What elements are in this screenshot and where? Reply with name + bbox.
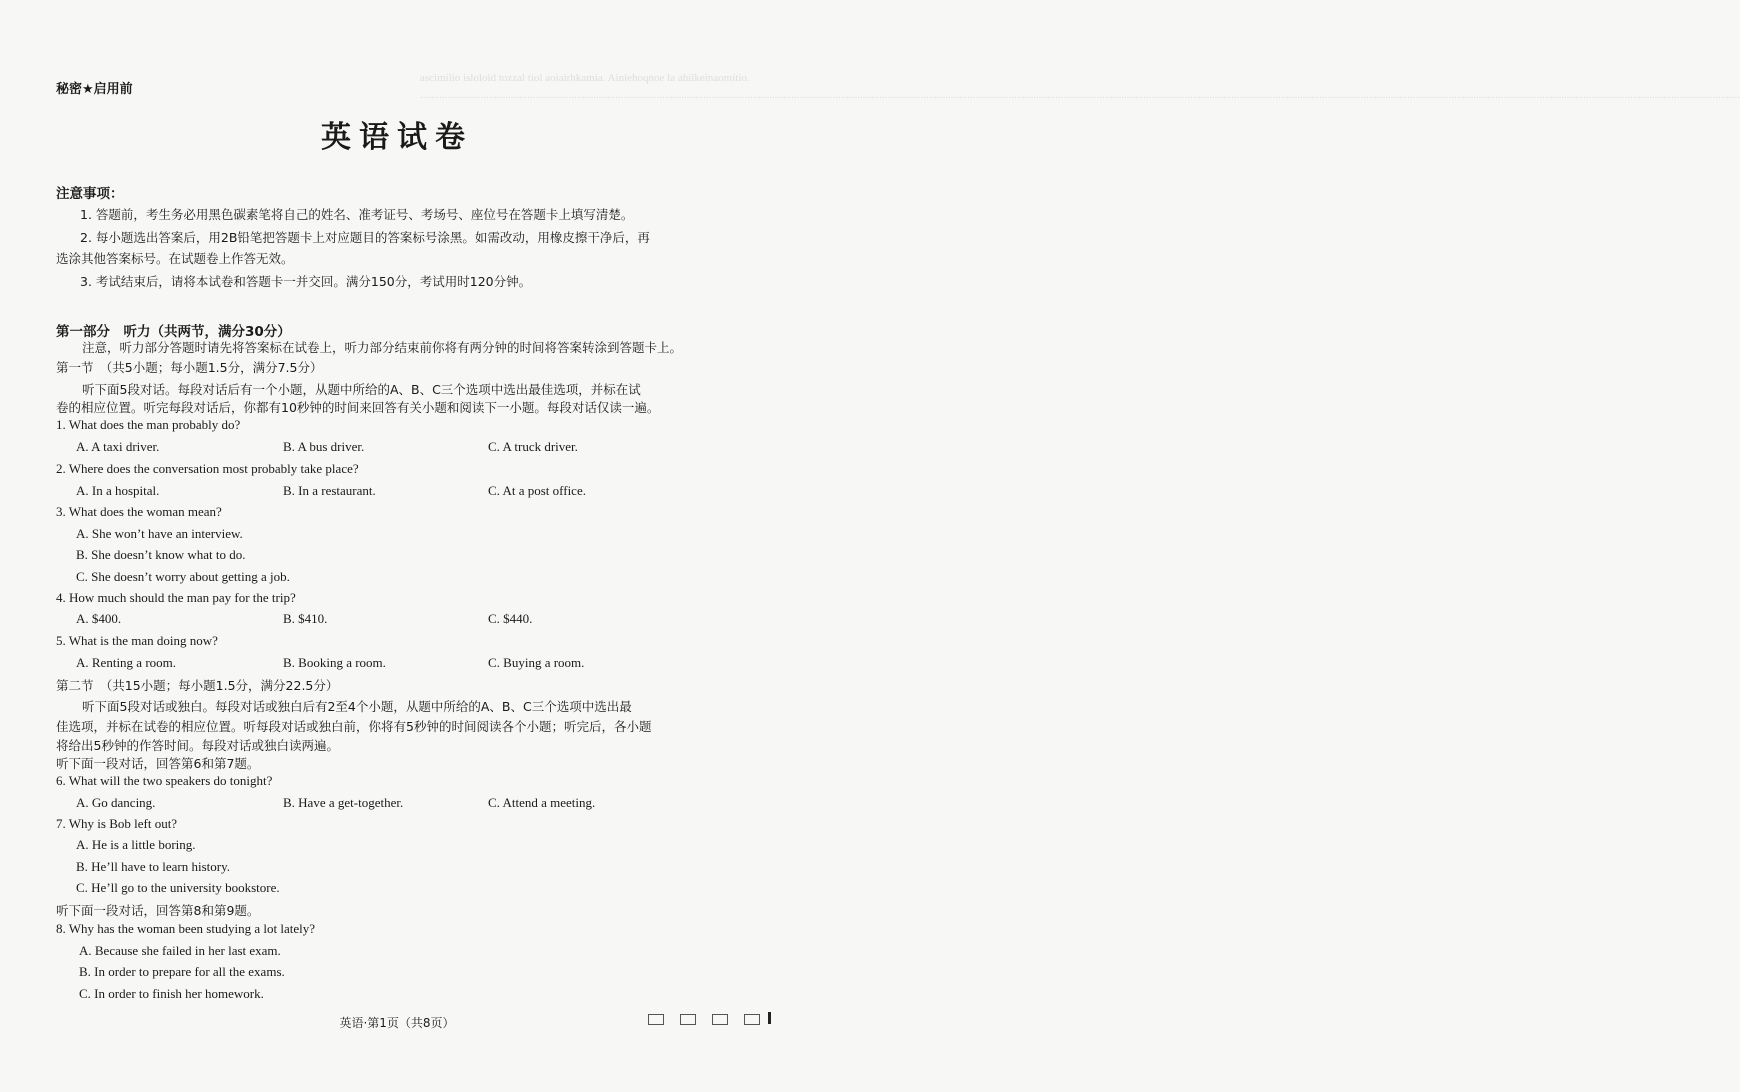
q4-option-b: B. $410. (283, 611, 328, 626)
q1-option-a: A. A taxi driver. (76, 439, 160, 454)
part1-instruction: 注意，听力部分答题时请先将答案标在试卷上，听力部分结束前你将有两分钟的时间将答案转涂到答题卡上。 (82, 340, 683, 355)
confidential-label: 秘密★启用前 (56, 82, 133, 97)
section2-instruction-2: 佳选项，并标在试卷的相应位置。听每段对话或独白前，你将有5秒钟的时间阅读各个小题；听完后，各小题 (56, 719, 652, 734)
footer-marks (648, 1014, 760, 1025)
question-4: 4. How much should the man pay for the trip? (56, 590, 296, 605)
question-6: 6. What will the two speakers do tonight? (56, 773, 273, 788)
section2-title: 第二节 （共15小题；每小题1.5分，满分22.5分） (56, 678, 339, 693)
page-title: 英语试卷 (321, 120, 473, 155)
dialogue-intro-8-9: 听下面一段对话，回答第8和第9题。 (56, 903, 260, 918)
q6-option-a: A. Go dancing. (76, 795, 156, 810)
q7-option-c: C. He’ll go to the university bookstore. (76, 880, 280, 895)
footer-box (744, 1014, 760, 1025)
section1-title: 第一节 （共5小题；每小题1.5分，满分7.5分） (56, 360, 323, 375)
q1-option-c: C. A truck driver. (488, 439, 578, 454)
q7-option-b: B. He’ll have to learn history. (76, 859, 231, 874)
q3-option-b: B. She doesn’t know what to do. (76, 547, 246, 562)
q6-option-b: B. Have a get-together. (283, 795, 404, 810)
question-2: 2. Where does the conversation most probably take place? (56, 461, 359, 476)
notice-item-2-cont: 选涂其他答案标号。在试题卷上作答无效。 (56, 251, 294, 266)
question-3: 3. What does the woman mean? (56, 504, 222, 519)
notice-item-3: 3. 考试结束后，请将本试卷和答题卡一并交回。满分150分，考试用时120分钟。 (80, 274, 532, 289)
q8-option-c: C. In order to finish her homework. (79, 986, 264, 1001)
notice-item-2: 2. 每小题选出答案后，用2B铅笔把答题卡上对应题目的答案标号涂黑。如需改动，用橡皮擦干净后，再 (80, 230, 650, 245)
q5-option-a: A. Renting a room. (76, 655, 177, 670)
bleed-through-texture: ascimilio isloloid tozzal tiol aoiairhkamia. Ainiehoqnoe la ahiikeinaomitio. ................................................................................................................................................................................................................................................................................................................................................................................................................................................................................................ (420, 72, 1740, 101)
q4-option-a: A. $400. (76, 611, 122, 626)
q3-option-c: C. She doesn’t worry about getting a job. (76, 569, 290, 584)
q6-option-c: C. Attend a meeting. (488, 795, 596, 810)
question-1: 1. What does the man probably do? (56, 417, 241, 432)
notice-heading: 注意事项： (56, 186, 124, 202)
footer-box (648, 1014, 664, 1025)
q1-option-b: B. A bus driver. (283, 439, 365, 454)
question-5: 5. What is the man doing now? (56, 633, 218, 648)
section1-instruction-1: 听下面5段对话。每段对话后有一个小题，从题中所给的A、B、C三个选项中选出最佳选项，并标在试 (82, 382, 641, 397)
section2-instruction-1: 听下面5段对话或独白。每段对话或独白后有2至4个小题，从题中所给的A、B、C三个选项中选出最 (82, 699, 632, 714)
q2-option-b: B. In a restaurant. (283, 483, 376, 498)
q4-option-c: C. $440. (488, 611, 533, 626)
q8-option-a: A. Because she failed in her last exam. (79, 943, 281, 958)
question-7: 7. Why is Bob left out? (56, 816, 178, 831)
notice-item-1: 1. 答题前，考生务必用黑色碳素笔将自己的姓名、准考证号、考场号、座位号在答题卡上填写清楚。 (80, 207, 634, 222)
q2-option-a: A. In a hospital. (76, 483, 160, 498)
section2-instruction-3: 将给出5秒钟的作答时间。每段对话或独白读两遍。 (56, 738, 339, 753)
footer-box (712, 1014, 728, 1025)
section1-instruction-2: 卷的相应位置。听完每段对话后，你都有10秒钟的时间来回答有关小题和阅读下一小题。每段对话仅读一遍。 (56, 400, 660, 415)
q5-option-c: C. Buying a room. (488, 655, 585, 670)
dialogue-intro-6-7: 听下面一段对话，回答第6和第7题。 (56, 756, 260, 771)
edge-mark (768, 1012, 771, 1024)
q3-option-a: A. She won’t have an interview. (76, 526, 243, 541)
q2-option-c: C. At a post office. (488, 483, 586, 498)
page-footer: 英语·第1页（共8页） (339, 1016, 455, 1030)
q7-option-a: A. He is a little boring. (76, 837, 196, 852)
part1-title: 第一部分 听力（共两节，满分30分） (56, 324, 291, 340)
q8-option-b: B. In order to prepare for all the exams. (79, 964, 285, 979)
q5-option-b: B. Booking a room. (283, 655, 386, 670)
question-8: 8. Why has the woman been studying a lot lately? (56, 921, 315, 936)
footer-box (680, 1014, 696, 1025)
